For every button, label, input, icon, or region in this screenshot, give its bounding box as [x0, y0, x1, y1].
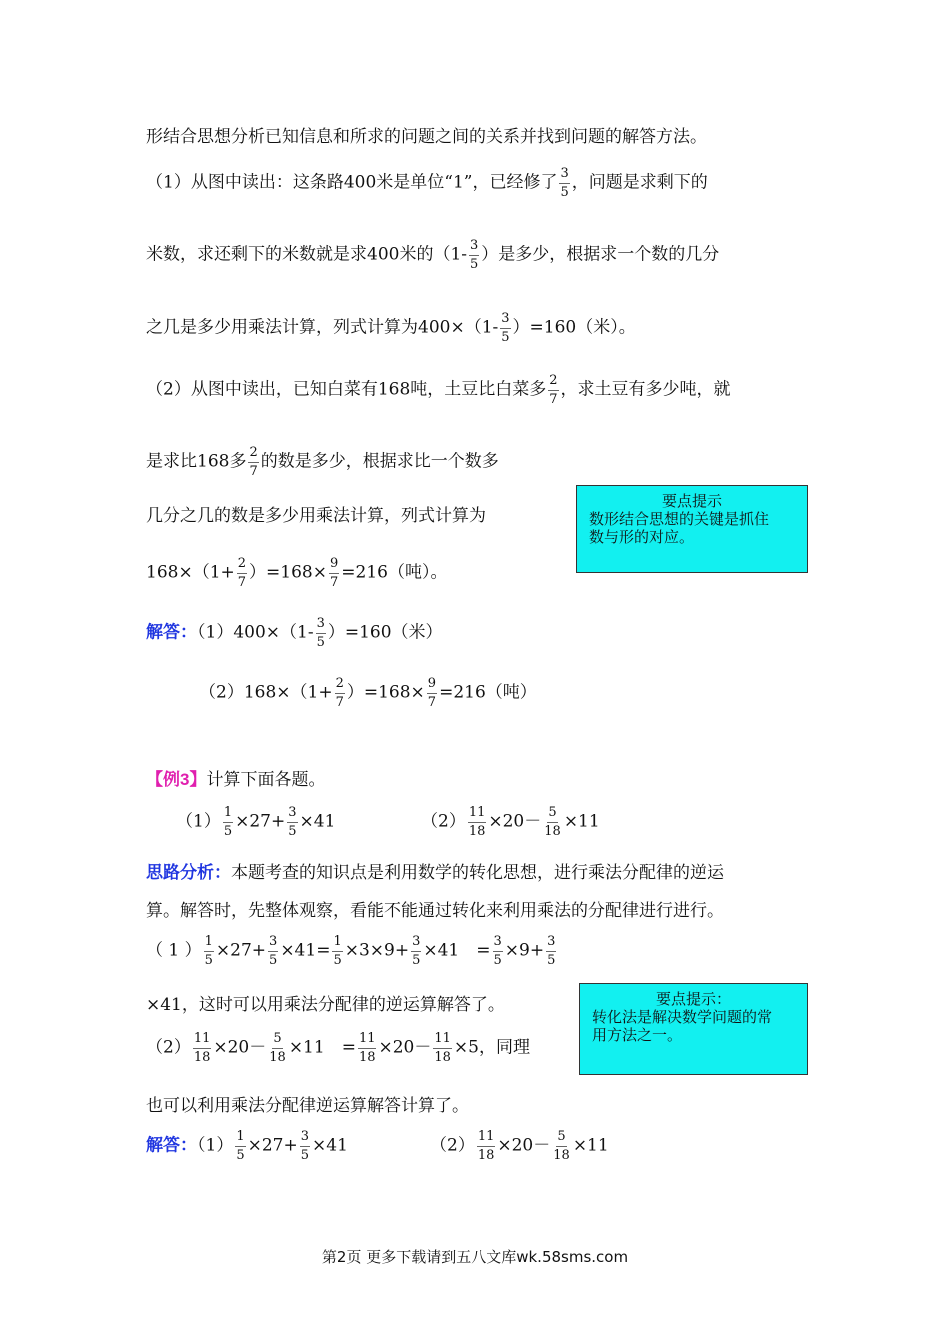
text-line: 算。解答时，先整体观察，看能不能通过转化来利用乘法的分配律进行进行。 — [146, 901, 724, 921]
text-line — [146, 167, 708, 199]
fraction: $\frac{11}{18}$ — [358, 1031, 376, 1065]
text-segment: ×11 = — [288, 1037, 356, 1058]
answer-line — [146, 617, 443, 649]
text-segment: ×27+ — [235, 811, 286, 832]
text-segment: ×41 — [299, 811, 336, 832]
fraction: $\frac{5}{18}$ — [553, 1129, 570, 1163]
fraction: $\frac{3}{5}$ — [412, 934, 421, 968]
text-segment: ）=160（米） — [327, 622, 443, 643]
text-segment: 本题考查的知识点是利用数学的转化思想，进行乘法分配律的逆运 — [231, 863, 724, 883]
text-segment: ×20－ — [378, 1037, 432, 1058]
answer-line — [199, 677, 537, 709]
tip-box — [579, 983, 808, 1075]
text-line — [146, 1032, 530, 1064]
text-segment: ×27+ — [215, 940, 267, 961]
text-segment: ，求土豆有多少吨，就 — [560, 379, 731, 400]
text-segment: ×41 = — [423, 940, 491, 961]
answer-line — [146, 1130, 348, 1162]
answer-label: 解答： — [146, 1135, 197, 1155]
fraction: $\frac{3}{5}$ — [560, 166, 569, 200]
tip-text: 用方法之一。 — [592, 1026, 683, 1044]
fraction: $\frac{1}{5}$ — [204, 934, 213, 968]
text-line: 形结合思想分析已知信息和所求的问题之间的关系并找到问题的解答方法。 — [146, 127, 707, 147]
example-label: 【例3】 — [146, 770, 207, 789]
text-line — [146, 446, 499, 478]
fraction: $\frac{1}{5}$ — [236, 1129, 245, 1163]
text-segment: （2） — [146, 1037, 191, 1058]
example-heading — [146, 771, 325, 789]
text-segment: ×11 — [563, 811, 600, 832]
fraction: $\frac{11}{18}$ — [468, 805, 486, 839]
fraction: $\frac{11}{18}$ — [477, 1129, 495, 1163]
fraction: $\frac{9}{7}$ — [427, 676, 437, 710]
fraction: $\frac{2}{7}$ — [549, 373, 558, 407]
fraction: $\frac{2}{7}$ — [249, 445, 258, 479]
text-line: ×41，这时可以用乘法分配律的逆运算解答了。 — [146, 995, 505, 1015]
text-segment: （1） — [197, 1135, 234, 1156]
text-segment: ×41 — [312, 1135, 348, 1156]
text-line — [146, 374, 731, 406]
analysis-line — [146, 864, 724, 882]
answer-line — [430, 1130, 609, 1162]
fraction: $\frac{1}{5}$ — [333, 934, 342, 968]
analysis-label: 思路分析： — [146, 863, 231, 882]
example-title: 计算下面各题。 — [206, 770, 326, 790]
fraction: $\frac{11}{18}$ — [193, 1031, 211, 1065]
fraction: $\frac{9}{7}$ — [329, 556, 339, 590]
tip-text: 数与形的对应。 — [589, 528, 695, 546]
fraction: $\frac{3}{5}$ — [269, 934, 278, 968]
text-segment: ）=168× — [249, 562, 327, 583]
fraction: $\frac{11}{18}$ — [434, 1031, 451, 1065]
fraction: $\frac{3}{5}$ — [493, 934, 502, 968]
text-segment: ×3×9+ — [344, 940, 410, 961]
problem-line — [176, 806, 335, 838]
fraction: $\frac{5}{18}$ — [544, 805, 561, 839]
text-segment: ）=160（米）。 — [512, 317, 636, 338]
tip-title: 要点提示 — [661, 492, 722, 510]
fraction: $\frac{3}{5}$ — [316, 616, 325, 650]
text-segment: ×20－ — [213, 1037, 267, 1058]
text-segment: ×9+ — [504, 940, 545, 961]
text-line — [146, 935, 558, 967]
fraction: $\frac{3}{5}$ — [547, 934, 556, 968]
text-segment: ）是多少，根据求一个数的几分 — [481, 244, 720, 265]
text-segment: （2） — [421, 811, 466, 832]
text-segment: 是求比168多 — [146, 451, 247, 472]
text-segment: （2）从图中读出，已知白菜有168吨，土豆比白菜多 — [146, 379, 547, 400]
fraction: $\frac{3}{5}$ — [300, 1129, 310, 1163]
text-segment: ×27+ — [247, 1135, 298, 1156]
text-segment: 米数，求还剩下的米数就是求400米的（1- — [146, 244, 468, 265]
fraction: $\frac{1}{5}$ — [223, 805, 233, 839]
tip-text: 转化法是解决数学问题的常 — [592, 1008, 773, 1026]
text-segment: （1）400×（1- — [197, 622, 314, 643]
text-segment: （1）从图中读出：这条路400米是单位“1”，已经修了 — [146, 172, 558, 193]
fraction: $\frac{2}{7}$ — [335, 676, 344, 710]
text-segment: ）=168× — [346, 682, 425, 703]
text-line — [146, 239, 719, 271]
tip-text: 数形结合思想的关键是抓住 — [589, 510, 770, 528]
fraction: $\frac{5}{18}$ — [269, 1031, 286, 1065]
text-segment: ，问题是求剩下的 — [571, 172, 708, 193]
text-line: 也可以利用乘法分配律逆运算解答计算了。 — [146, 1096, 469, 1116]
answer-label: 解答： — [146, 622, 197, 642]
text-segment: =216（吨）。 — [341, 562, 448, 583]
page-footer: 第2页 更多下载请到五八文库wk.58sms.com — [321, 1248, 629, 1266]
text-line — [146, 557, 447, 589]
problem-line — [421, 806, 600, 838]
text-segment: ×5，同理 — [453, 1037, 530, 1058]
fraction: $\frac{2}{7}$ — [237, 556, 247, 590]
fraction: $\frac{3}{5}$ — [470, 238, 479, 272]
tip-box — [576, 485, 808, 573]
text-segment: 的数是多少，根据求比一个数多 — [260, 451, 499, 472]
text-line — [146, 312, 636, 344]
text-segment: ×41= — [280, 940, 331, 961]
text-line: 几分之几的数是多少用乘法计算，列式计算为 — [146, 506, 486, 526]
tip-title: 要点提示： — [655, 990, 731, 1008]
text-segment: 168×（1+ — [146, 562, 235, 583]
text-segment: ×11 — [572, 1135, 609, 1156]
text-segment: （ 1 ） — [146, 940, 202, 961]
text-segment: （2）168×（1+ — [199, 682, 333, 703]
text-segment: 之几是多少用乘法计算，列式计算为400×（1- — [146, 317, 499, 338]
text-segment: =216（吨） — [439, 682, 537, 703]
text-segment: （2） — [430, 1135, 475, 1156]
text-segment: ×20－ — [497, 1135, 551, 1156]
fraction: $\frac{3}{5}$ — [501, 311, 510, 345]
fraction: $\frac{3}{5}$ — [288, 805, 297, 839]
text-segment: （1） — [176, 811, 221, 832]
text-segment: ×20－ — [488, 811, 542, 832]
